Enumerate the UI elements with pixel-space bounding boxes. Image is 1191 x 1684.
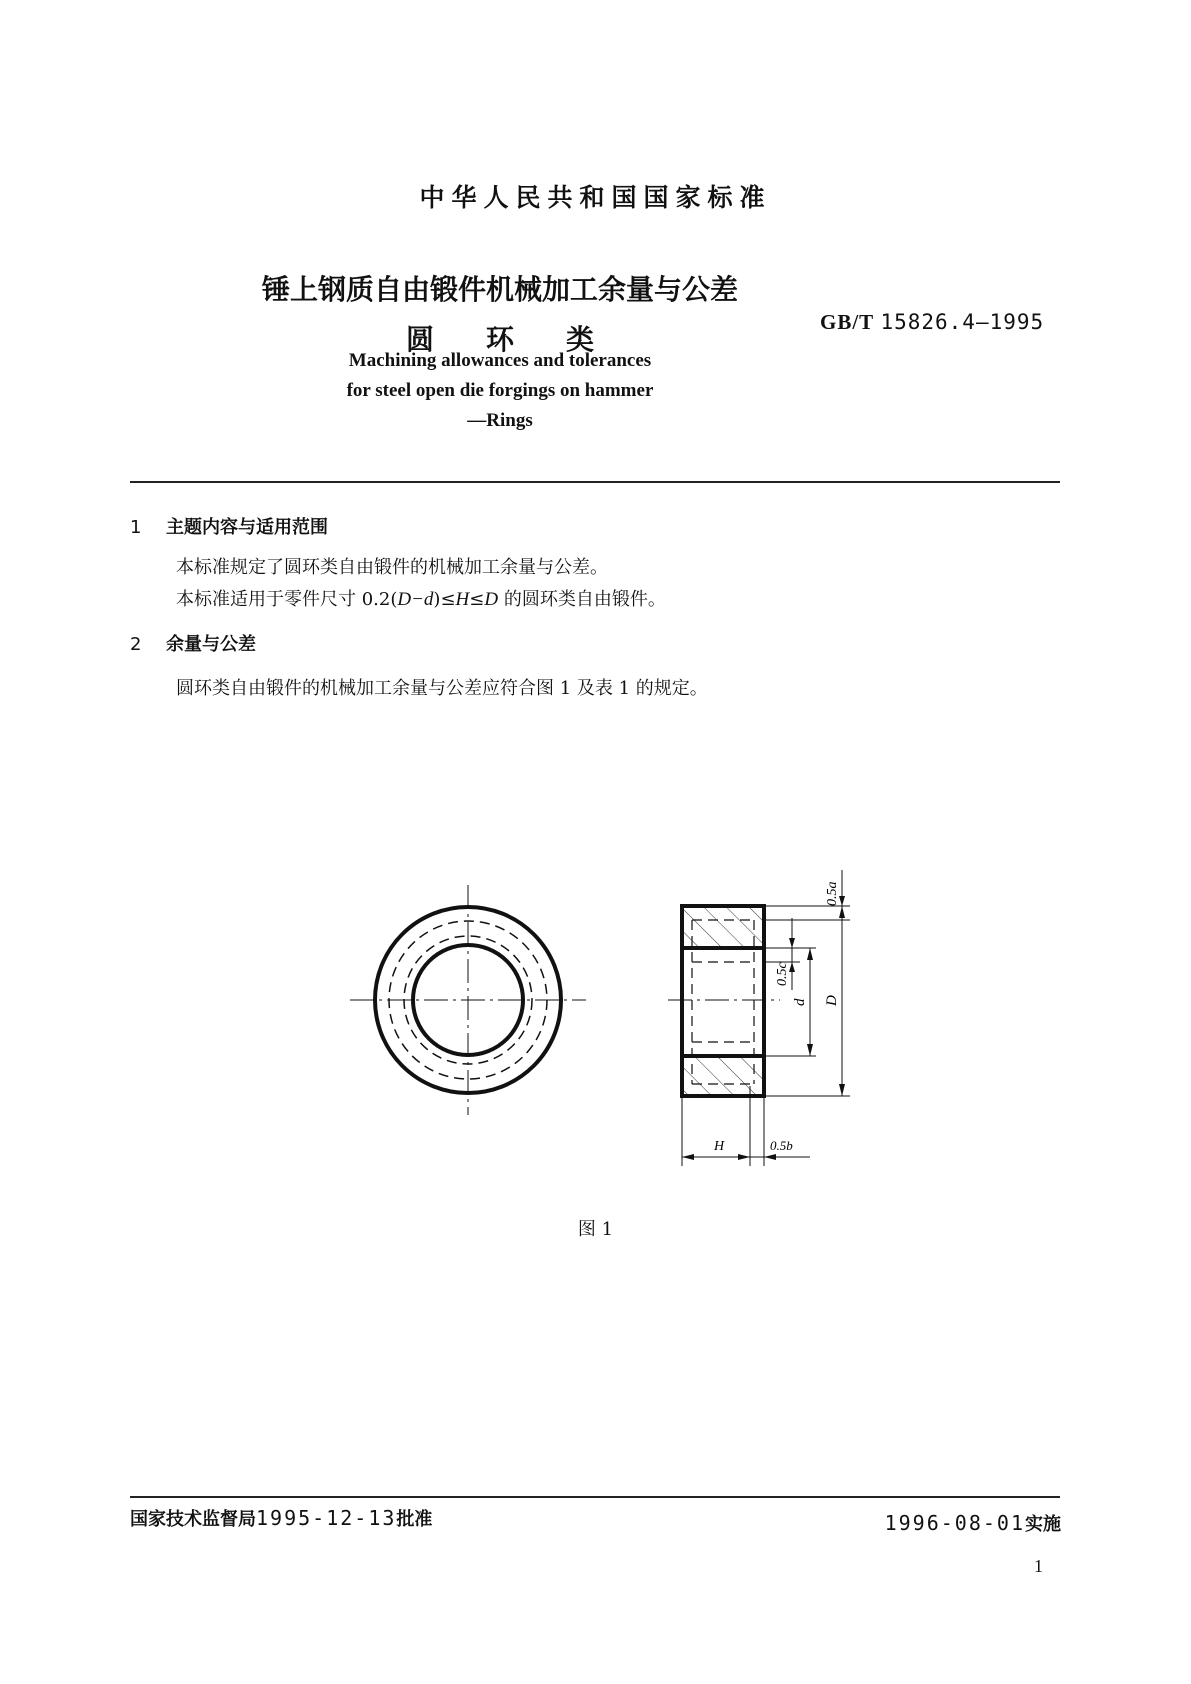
section-2-number: 2 <box>130 634 142 655</box>
section-2-para1: 圆环类自由锻件的机械加工余量与公差应符合图 1 及表 1 的规定。 <box>176 678 708 699</box>
dim-d-arrow-top <box>807 948 813 960</box>
title-en-line2: for steel open die forgings on hammer <box>346 380 654 401</box>
label-H: H <box>714 1139 725 1154</box>
section-1-para1: 本标准规定了圆环类自由锻件的机械加工余量与公差。 <box>176 557 608 578</box>
effective-suffix: 实施 <box>1025 1514 1061 1535</box>
standard-prefix: GB/T <box>820 310 875 334</box>
label-D: D <box>824 995 840 1006</box>
section-2-title: 余量与公差 <box>166 634 256 655</box>
national-standard-header: 中华人民共和国国家标准 <box>419 183 772 212</box>
title-en-line1: Machining allowances and tolerances <box>348 350 652 371</box>
para2-math-D: D <box>484 589 499 610</box>
dim-D-arrow-bottom <box>839 1084 845 1096</box>
label-0-5b: 0.5b <box>770 1138 793 1153</box>
title-en-line3: —Rings <box>467 410 533 431</box>
footer-divider <box>130 1496 1060 1498</box>
standard-title-cn: 锤上钢质自由锻件机械加工余量与公差 <box>261 273 738 306</box>
standard-subtitle-cn: 圆环类 <box>405 323 646 356</box>
approval-date: 1995-12-13 <box>256 1506 397 1530</box>
para2-mid: )≤ <box>433 589 456 610</box>
para2-math-Dd: D−d <box>397 589 434 610</box>
section-top-hatch <box>682 906 764 948</box>
standard-code: 15826.4—1995 <box>880 310 1045 334</box>
ring-section-view <box>668 870 850 1166</box>
para2-mid2: ≤ <box>469 589 485 610</box>
effective-date: 1996-08-01 <box>884 1511 1025 1535</box>
approval-org: 国家技术监督局 <box>130 1509 256 1530</box>
section-bottom-hatch <box>682 1056 764 1096</box>
approval-suffix: 批准 <box>396 1509 433 1530</box>
section-1-title: 主题内容与适用范围 <box>166 517 328 538</box>
dim-D-arrow-top <box>839 906 845 918</box>
approval-line <box>130 1505 432 1531</box>
dim-H-arrow-right <box>738 1154 750 1160</box>
para2-pre: 本标准适用于零件尺寸 0.2( <box>176 589 398 610</box>
section-1-number: 1 <box>130 517 142 538</box>
dim-c-arrow-top <box>789 938 795 948</box>
dim-d-arrow-bottom <box>807 1044 813 1056</box>
label-0-5a: 0.5a <box>825 881 840 906</box>
page-number: 1 <box>1034 1556 1043 1576</box>
para2-post: 的圆环类自由锻件。 <box>498 589 666 610</box>
dim-H-arrow-left <box>682 1154 694 1160</box>
para2-math-H: H <box>455 589 470 610</box>
effective-line <box>885 1510 1061 1536</box>
label-d: d <box>792 998 808 1006</box>
figure-1-caption: 图 1 <box>577 1219 614 1240</box>
label-0-5c: 0.5c <box>775 962 790 986</box>
ring-front-view <box>350 885 586 1115</box>
dim-b-arrow <box>764 1154 776 1160</box>
